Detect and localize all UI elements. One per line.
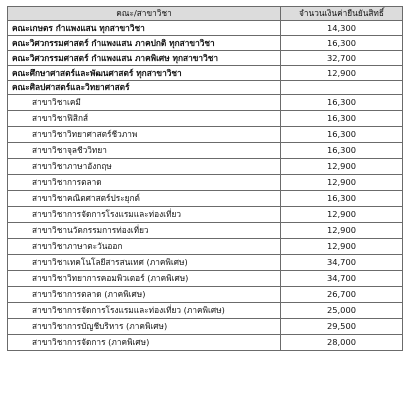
- group-name: คณะศิลปศาสตร์และวิทยาศาสตร์: [8, 81, 281, 95]
- program-name: สาขาวิชาจุลชีววิทยา: [8, 143, 281, 159]
- fee-table: [7, 6, 403, 351]
- table-row: [8, 21, 403, 36]
- program-amount: 29,500: [281, 319, 403, 335]
- table-row: [8, 51, 403, 66]
- faculty-amount: 14,300: [281, 21, 403, 36]
- program-amount: 12,900: [281, 223, 403, 239]
- program-amount: 16,300: [281, 111, 403, 127]
- table-row: [8, 95, 403, 111]
- faculty-amount: 12,900: [281, 66, 403, 81]
- table-row: [8, 191, 403, 207]
- table-row: [8, 255, 403, 271]
- group-amount-empty: [281, 81, 403, 95]
- program-name: สาขาวิชาการจัดการโรงแรมและท่องเที่ยว (ภาคพิเศษ): [8, 303, 281, 319]
- table-row: [8, 335, 403, 351]
- table-row: [8, 319, 403, 335]
- program-name: สาขาวิชาการจัดการ (ภาคพิเศษ): [8, 335, 281, 351]
- faculty-name: คณะวิศวกรรมศาสตร์ กำแพงแสน ภาคพิเศษ ทุกสาขาวิชา: [8, 51, 281, 66]
- program-amount: 16,300: [281, 143, 403, 159]
- program-name: สาขาวิชาภาษาอังกฤษ: [8, 159, 281, 175]
- program-amount: 12,900: [281, 175, 403, 191]
- table-header-row: [8, 7, 403, 21]
- faculty-amount: 16,300: [281, 36, 403, 51]
- faculty-name: คณะเกษตร กำแพงแสน ทุกสาขาวิชา: [8, 21, 281, 36]
- program-name: สาขาวิชาการตลาด: [8, 175, 281, 191]
- program-name: สาขาวิชาการตลาด (ภาคพิเศษ): [8, 287, 281, 303]
- table-row: [8, 287, 403, 303]
- program-name: สาขาวิชานวัตกรรมการท่องเที่ยว: [8, 223, 281, 239]
- header-amount: จำนวนเงินค่ายืนยันสิทธิ์: [281, 7, 403, 21]
- table-row: [8, 207, 403, 223]
- table-row: [8, 303, 403, 319]
- program-amount: 16,300: [281, 127, 403, 143]
- table-row: [8, 111, 403, 127]
- program-amount: 25,000: [281, 303, 403, 319]
- program-amount: 28,000: [281, 335, 403, 351]
- program-name: สาขาวิชาวิทยาการคอมพิวเตอร์ (ภาคพิเศษ): [8, 271, 281, 287]
- program-amount: 12,900: [281, 159, 403, 175]
- program-name: สาขาวิชาฟิสิกส์: [8, 111, 281, 127]
- table-row: [8, 159, 403, 175]
- program-amount: 16,300: [281, 95, 403, 111]
- table-row: [8, 127, 403, 143]
- program-amount: 12,900: [281, 239, 403, 255]
- table-row: [8, 271, 403, 287]
- table-row: [8, 36, 403, 51]
- program-name: สาขาวิชาวิทยาศาสตร์ชีวภาพ: [8, 127, 281, 143]
- program-name: สาขาวิชาเคมี: [8, 95, 281, 111]
- faculty-amount: 32,700: [281, 51, 403, 66]
- program-amount: 16,300: [281, 191, 403, 207]
- program-amount: 34,700: [281, 255, 403, 271]
- table-row: [8, 239, 403, 255]
- program-name: สาขาวิชาการบัญชีบริหาร (ภาคพิเศษ): [8, 319, 281, 335]
- faculty-name: คณะวิศวกรรมศาสตร์ กำแพงแสน ภาคปกติ ทุกสาขาวิชา: [8, 36, 281, 51]
- program-amount: 12,900: [281, 207, 403, 223]
- group-row: [8, 81, 403, 95]
- table-row: [8, 66, 403, 81]
- table-row: [8, 223, 403, 239]
- program-name: สาขาวิชาเทคโนโลยีสารสนเทศ (ภาคพิเศษ): [8, 255, 281, 271]
- program-amount: 34,700: [281, 271, 403, 287]
- program-name: สาขาวิชาการจัดการโรงแรมและท่องเที่ยว: [8, 207, 281, 223]
- header-faculty: คณะ/สาขาวิชา: [8, 7, 281, 21]
- program-name: สาขาวิชาภาษาตะวันออก: [8, 239, 281, 255]
- program-name: สาขาวิชาคณิตศาสตร์ประยุกต์: [8, 191, 281, 207]
- program-amount: 26,700: [281, 287, 403, 303]
- table-row: [8, 143, 403, 159]
- table-row: [8, 175, 403, 191]
- faculty-name: คณะศึกษาศาสตร์และพัฒนศาสตร์ ทุกสาขาวิชา: [8, 66, 281, 81]
